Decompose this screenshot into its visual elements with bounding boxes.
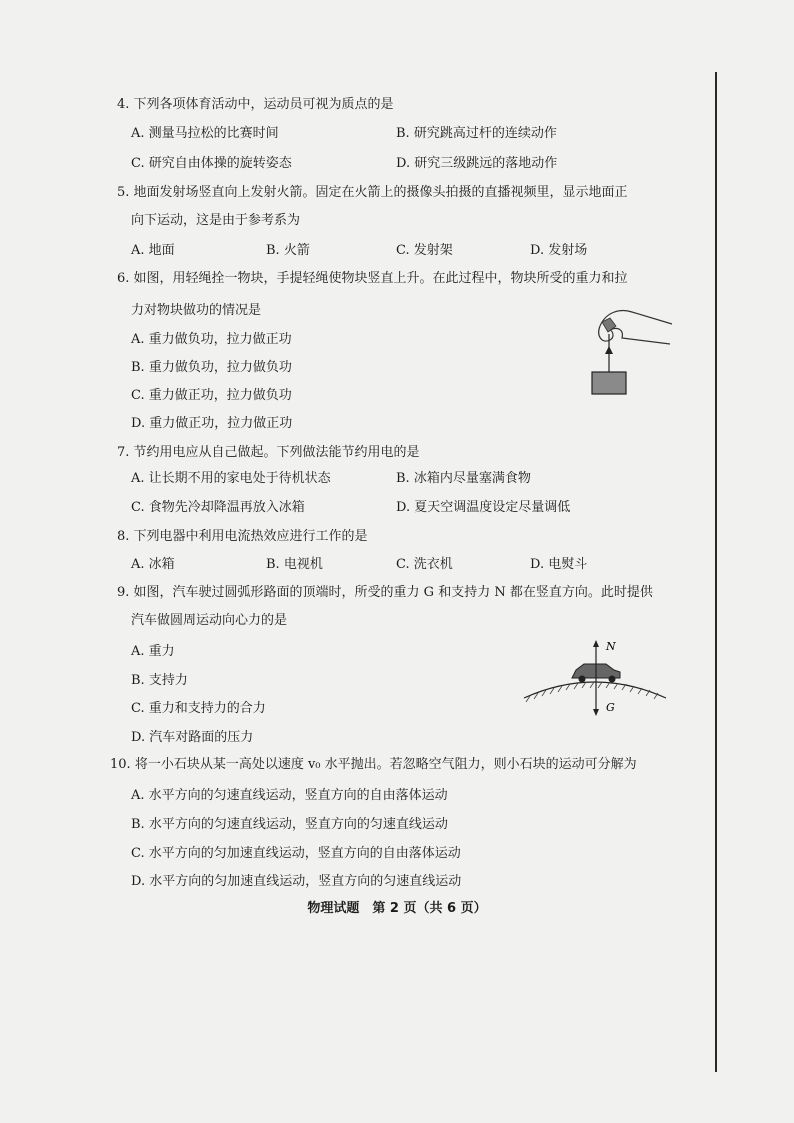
q4-option-c[interactable]: C. 研究自由体操的旋转姿态 — [131, 156, 292, 171]
q8-option-b[interactable]: B. 电视机 — [266, 557, 323, 572]
q5-option-d[interactable]: D. 发射场 — [530, 243, 588, 258]
q7-option-a[interactable]: A. 让长期不用的家电处于待机状态 — [131, 471, 331, 486]
q7-option-c[interactable]: C. 食物先冷却降温再放入冰箱 — [131, 500, 305, 515]
question-8-stem: 8. 下列电器中利用电流热效应进行工作的是 — [117, 529, 368, 544]
label-n: N — [606, 640, 616, 653]
q10-option-d[interactable]: D. 水平方向的匀加速直线运动，竖直方向的匀速直线运动 — [131, 874, 462, 889]
hand-lifting-block-figure — [580, 300, 680, 405]
question-10-stem: 10. 将一小石块从某一高处以速度 v₀ 水平抛出。若忽略空气阻力，则小石块的运动可分解为 — [110, 757, 637, 772]
q5-option-a[interactable]: A. 地面 — [131, 243, 175, 258]
q10-option-a[interactable]: A. 水平方向的匀速直线运动，竖直方向的自由落体运动 — [131, 788, 448, 803]
label-g: G — [606, 701, 615, 714]
q8-option-c[interactable]: C. 洗衣机 — [396, 557, 453, 572]
q6-option-d[interactable]: D. 重力做正功，拉力做正功 — [131, 416, 293, 431]
q5-option-b[interactable]: B. 火箭 — [266, 243, 310, 258]
arrow-down-g-icon — [593, 709, 599, 716]
question-5-stem-line1: 5. 地面发射场竖直向上发射火箭。固定在火箭上的摄像头拍摄的直播视频里，显示地面正 — [117, 185, 628, 200]
q8-option-d[interactable]: D. 电熨斗 — [530, 557, 588, 572]
q7-option-b[interactable]: B. 冰箱内尽量塞满食物 — [396, 471, 531, 486]
q10-option-c[interactable]: C. 水平方向的匀加速直线运动，竖直方向的自由落体运动 — [131, 846, 461, 861]
q4-option-d[interactable]: D. 研究三级跳远的落地动作 — [396, 156, 558, 171]
q9-option-c[interactable]: C. 重力和支持力的合力 — [131, 701, 266, 716]
q4-option-a[interactable]: A. 测量马拉松的比赛时间 — [131, 126, 279, 141]
question-5-stem-line2: 向下运动，这是由于参考系为 — [131, 213, 301, 228]
q7-option-d[interactable]: D. 夏天空调温度设定尽量调低 — [396, 500, 571, 515]
q4-option-b[interactable]: B. 研究跳高过杆的连续动作 — [396, 126, 557, 141]
page-footer: 物理试题 第 2 页（共 6 页） — [307, 901, 487, 916]
q8-option-a[interactable]: A. 冰箱 — [131, 557, 175, 572]
arrow-up-n-icon — [593, 640, 599, 647]
page-edge-line — [715, 72, 717, 1072]
question-9-stem-line2: 汽车做圆周运动向心力的是 — [131, 613, 288, 628]
car-on-arc-figure — [520, 638, 670, 718]
q5-option-c[interactable]: C. 发射架 — [396, 243, 453, 258]
q6-option-a[interactable]: A. 重力做负功，拉力做正功 — [131, 332, 292, 347]
question-7-stem: 7. 节约用电应从自己做起。下列做法能节约用电的是 — [117, 445, 420, 460]
question-9-stem-line1: 9. 如图，汽车驶过圆弧形路面的顶端时，所受的重力 G 和支持力 N 都在竖直方向。此时提供 — [117, 585, 653, 600]
q9-option-d[interactable]: D. 汽车对路面的压力 — [131, 730, 254, 745]
block-shape — [592, 372, 626, 394]
q6-option-b[interactable]: B. 重力做负功，拉力做负功 — [131, 360, 292, 375]
question-6-stem-line1: 6. 如图，用轻绳拴一物块，手提轻绳使物块竖直上升。在此过程中，物块所受的重力和拉 — [117, 271, 628, 286]
up-arrow-icon — [605, 346, 613, 354]
q9-option-a[interactable]: A. 重力 — [131, 644, 175, 659]
q10-option-b[interactable]: B. 水平方向的匀速直线运动，竖直方向的匀速直线运动 — [131, 817, 448, 832]
question-6-stem-line2: 力对物块做功的情况是 — [131, 303, 262, 318]
q9-option-b[interactable]: B. 支持力 — [131, 673, 188, 688]
arc-road-line — [524, 682, 666, 698]
question-4-stem: 4. 下列各项体育活动中，运动员可视为质点的是 — [117, 97, 394, 112]
q6-option-c[interactable]: C. 重力做正功，拉力做负功 — [131, 388, 292, 403]
